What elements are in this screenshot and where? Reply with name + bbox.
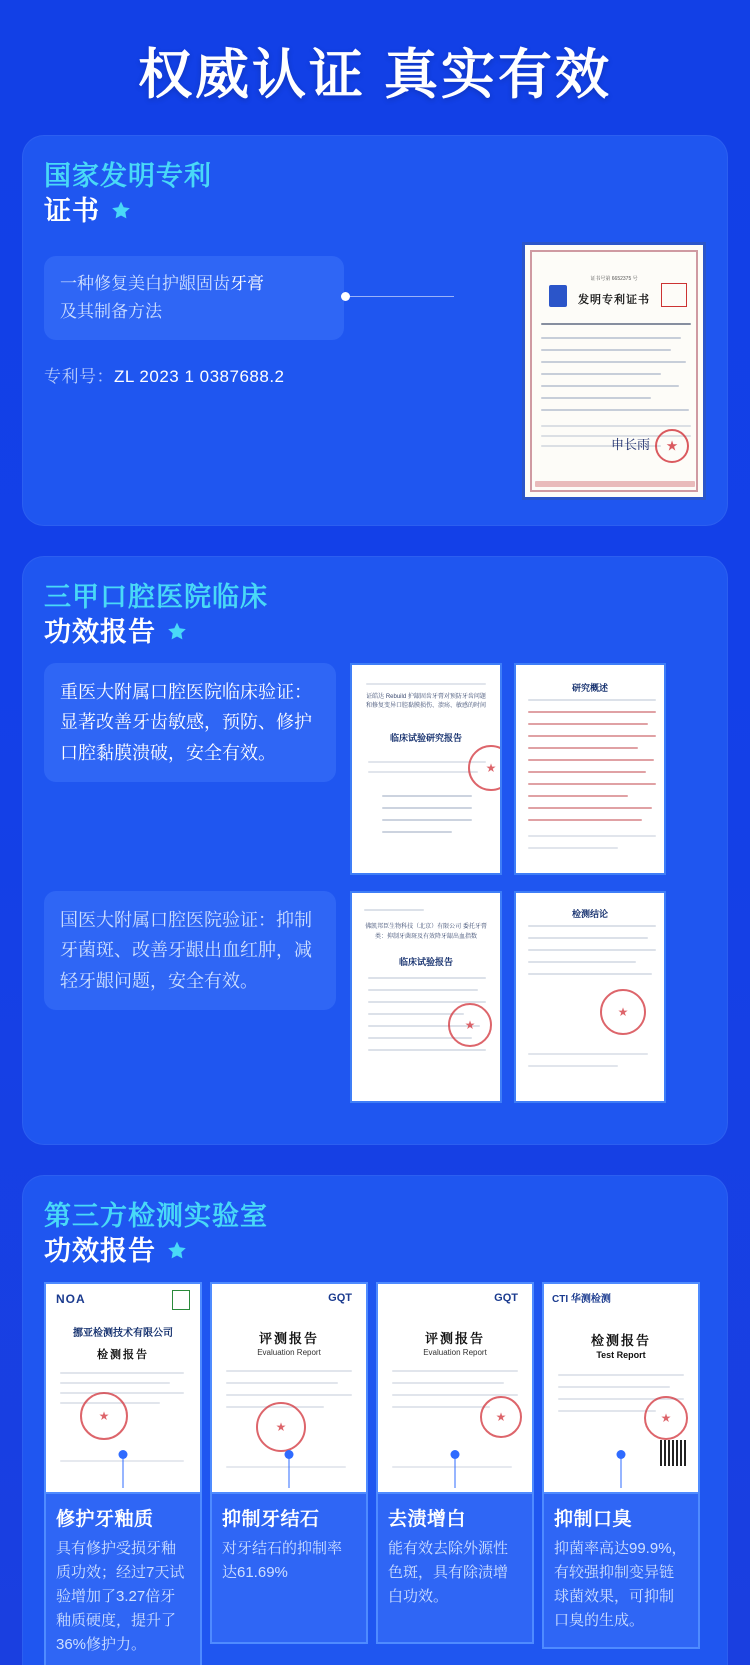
pin-marker [123,1454,124,1488]
lab-report-card [542,1282,700,1665]
section-hospital-heading-line2-text: 功效报告 [44,616,156,647]
lab-report-title-en-2: Evaluation Report [423,1348,487,1358]
clinical-report-title-0: 临床试验研究报告 [389,733,462,744]
patent-quote-highlight: 牙膏 [230,274,264,294]
lab-report-image-1 [210,1282,368,1494]
research-summary-doc [514,663,666,875]
lab-report-card [44,1282,202,1665]
official-seal-icon [655,429,689,463]
hospital-report-images-1 [350,891,666,1103]
section-patent-heading-line1: 国家发明专利 [44,161,212,191]
section-hospital-heading-line1: 三甲口腔医院临床 [44,582,268,613]
star-icon [166,621,188,643]
lab-caption-title-2: 去渍增白 [388,1509,467,1531]
report-seal-icon [256,1402,306,1452]
pin-marker [455,1454,456,1488]
conclusion-title-1: 检测结论 [571,909,608,920]
report-seal-icon [448,1003,492,1047]
connector-dot [500,997,502,998]
hospital-report-row [44,663,706,875]
clinical-report-doc [350,891,502,1103]
lab-caption-text-1: 对牙结石的抑制率达61.69% [222,1540,343,1582]
lab-caption-text-3: 抑菌率高达99.9%，有较强抑制变异链球菌效果，可抑制口臭的生成。 [554,1540,687,1630]
patent-number-label: 专利号： [44,367,114,387]
lab-brand-0: NOA [56,1292,86,1307]
lab-report-grid [44,1282,706,1665]
lab-caption-text-0: 具有修护受损牙釉质功效；经过7天试验增加了3.27倍牙釉质硬度，提升了36%修护力。 [56,1540,185,1654]
lab-report-title-en-1: Evaluation Report [257,1348,321,1358]
lab-report-image-0 [44,1282,202,1494]
section-thirdparty-heading [44,1199,706,1268]
lab-report-title-0: 检测报告 [97,1349,149,1362]
section-patent-heading [44,159,706,228]
connector-dot [500,769,502,770]
clinical-report-subtitle-1: 佛凯邦臣生物科技（北京）有限公司 委托牙膏类：抑制牙菌斑及有效降牙龈出血指数 [365,924,487,940]
lab-report-card [376,1282,534,1665]
report-seal-icon [80,1392,128,1440]
lab-report-caption-0 [44,1494,202,1665]
lab-caption-title-3: 抑制口臭 [554,1509,633,1531]
star-icon [110,200,132,222]
section-patent-heading-line2 [44,194,706,229]
page-title: 权威认证 真实有效 [137,45,612,105]
lab-report-title-en-3: Test Report [596,1350,646,1361]
patent-certificate-image [522,242,706,500]
section-patent-certificate [22,135,728,526]
clinical-report-subtitle-0: 证皓达 Rebuild 护龈固齿牙膏对预防牙齿问题和修复变异口腔黏膜损伤、溃疡、敏感的时间 [365,694,486,710]
clinical-report-doc [350,663,502,875]
section-thirdparty-lab-reports [22,1175,728,1665]
lab-report-title-2: 评测报告 [424,1331,485,1347]
section-thirdparty-heading-line1: 第三方检测实验室 [44,1201,268,1232]
section-thirdparty-heading-line2 [44,1234,706,1269]
hospital-report-row [44,891,706,1103]
patent-quote-line1: 一种修复美白护龈固齿 [60,274,230,294]
pin-marker [621,1454,622,1488]
lab-report-caption-2 [376,1494,534,1644]
section-hospital-heading-line2 [44,615,706,650]
patent-cert-doc-number: 证书号第 6652375 号 [590,276,638,283]
clinical-report-title-1: 临床试验报告 [398,957,453,968]
section-hospital-reports [22,556,728,1145]
lab-report-image-3 [542,1282,700,1494]
patent-number-row [44,362,444,387]
lab-caption-title-0: 修护牙釉质 [56,1509,154,1531]
hospital-report-text-1: 国医大附属口腔医院验证：抑制牙菌斑、改善牙龈出血红肿，减轻牙龈问题，安全有效。 [44,891,336,1010]
conclusion-doc [514,891,666,1103]
lab-report-title-3: 检测报告 [590,1333,651,1349]
lab-report-card [210,1282,368,1665]
section-patent-heading-line2-text: 证书 [44,195,100,226]
report-seal-icon [600,989,646,1035]
lab-report-caption-3 [542,1494,700,1649]
report-seal-icon [480,1396,522,1438]
patent-quote-line2: 及其制备方法 [60,302,162,322]
hospital-report-text-0: 重医大附属口腔医院临床验证：显著改善牙齿敏感，预防、修护口腔黏膜溃破，安全有效。 [44,663,336,782]
report-seal-icon [644,1396,688,1440]
qr-code-icon [660,1440,686,1466]
lab-report-image-2 [376,1282,534,1494]
lab-report-title-1: 评测报告 [258,1331,319,1347]
lab-report-caption-1 [210,1494,368,1644]
patent-number-value: ZL 2023 1 0387688.2 [114,367,285,387]
section-hospital-heading [44,580,706,649]
lab-brand-1: GQT [328,1292,352,1305]
patent-cert-signature: 申长雨 [611,437,651,453]
patent-cert-title: 发明专利证书 [578,294,650,307]
hospital-report-images-0 [350,663,666,875]
patent-quote-box [44,256,344,340]
lab-caption-title-1: 抑制牙结石 [222,1509,320,1531]
research-summary-title-0: 研究概述 [571,683,608,694]
pin-marker [289,1454,290,1488]
lab-brand-3: CTI 华测检测 [552,1294,611,1306]
report-seal-icon [468,745,502,791]
lab-caption-text-2: 能有效去除外源性色斑，具有除渍增白功效。 [388,1540,509,1606]
lab-org-0: 挪亚检测技术有限公司 [73,1328,173,1340]
section-thirdparty-heading-line2-text: 功效报告 [44,1235,156,1266]
connector-line [346,296,454,297]
star-icon [166,1240,188,1262]
lab-brand-2: GQT [494,1292,518,1305]
